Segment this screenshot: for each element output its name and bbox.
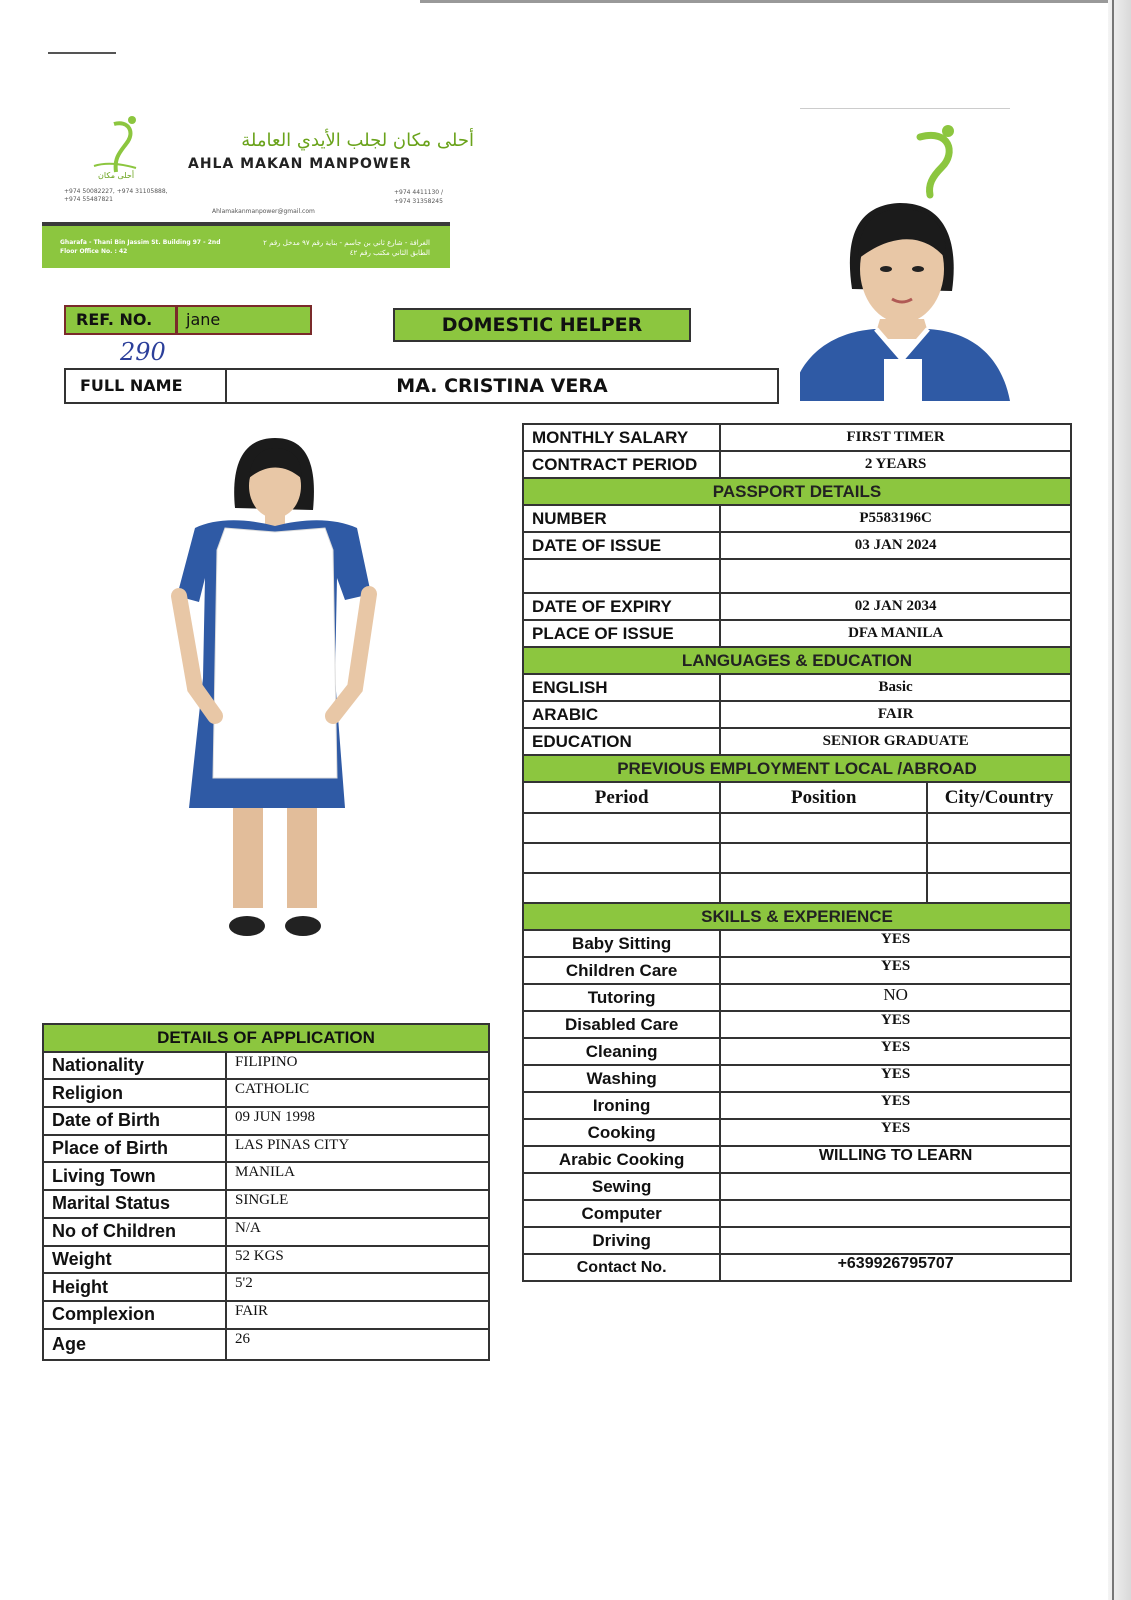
table-row <box>43 1052 489 1080</box>
skill-label: Disabled Care <box>523 1011 720 1038</box>
table-row <box>43 1107 489 1135</box>
table-row <box>523 1011 1071 1038</box>
table-row <box>523 424 1071 451</box>
full-name-value: MA. CRISTINA VERA <box>225 368 779 404</box>
detail-value: 52 KGS <box>226 1246 489 1274</box>
skill-label: Cooking <box>523 1119 720 1146</box>
table-row <box>523 984 1071 1011</box>
detail-label: Place of Birth <box>43 1135 226 1163</box>
detail-label: Marital Status <box>43 1190 226 1218</box>
detail-label: Complexion <box>43 1301 226 1329</box>
empty-cell <box>720 873 927 903</box>
company-email: Ahlamakanmanpower@gmail.com <box>212 208 315 215</box>
skill-value <box>720 1227 1071 1254</box>
monthly-salary-value: FIRST TIMER <box>720 424 1071 451</box>
contact-no-value: +639926795707 <box>720 1254 1071 1281</box>
application-section-header: DETAILS OF APPLICATION <box>43 1024 489 1052</box>
contract-period-value: 2 YEARS <box>720 451 1071 478</box>
detail-label: Religion <box>43 1079 226 1107</box>
full-body-image <box>75 428 475 968</box>
detail-value: LAS PINAS CITY <box>226 1135 489 1163</box>
skill-label: Computer <box>523 1200 720 1227</box>
skill-value: YES <box>720 1038 1071 1065</box>
table-row <box>523 647 1071 674</box>
empty-cell <box>927 813 1071 843</box>
empty-cell <box>720 843 927 873</box>
empty-cell <box>523 843 720 873</box>
table-row <box>523 1173 1071 1200</box>
table-row <box>523 559 1071 593</box>
table-row <box>523 1254 1071 1281</box>
scan-top-edge <box>420 0 1110 3</box>
company-address-arabic: الغرافة - شارع ثاني بن جاسم - بناية رقم ٩٧ مدخل رقم ٢ الطابق الثاني مكتب رقم ٤٢ <box>263 239 430 257</box>
position-column-header: Position <box>720 782 927 813</box>
company-phones-left: +974 50082227, +974 31105888, +974 55487821 <box>64 188 168 203</box>
detail-value: FAIR <box>226 1301 489 1329</box>
skills-section-header: SKILLS & EXPERIENCE <box>523 903 1071 930</box>
table-row <box>523 1092 1071 1119</box>
company-header <box>42 110 474 270</box>
city-country-column-header: City/Country <box>927 782 1071 813</box>
skill-label: Cleaning <box>523 1038 720 1065</box>
passport-number-value: P5583196C <box>720 505 1071 532</box>
education-value: SENIOR GRADUATE <box>720 728 1071 755</box>
skill-value <box>720 1173 1071 1200</box>
table-row <box>523 782 1071 813</box>
table-row <box>523 1227 1071 1254</box>
detail-label: Nationality <box>43 1052 226 1080</box>
english-value: Basic <box>720 674 1071 701</box>
detail-label: Living Town <box>43 1162 226 1190</box>
headshot-photo <box>800 108 1010 401</box>
scan-mark <box>48 52 116 54</box>
table-row <box>523 532 1071 559</box>
date-of-issue-value: 03 JAN 2024 <box>720 532 1071 559</box>
skill-label: Children Care <box>523 957 720 984</box>
table-row <box>523 1200 1071 1227</box>
table-row <box>43 1024 489 1052</box>
ref-no-label: REF. NO. <box>64 305 177 335</box>
detail-value: MANILA <box>226 1162 489 1190</box>
languages-section-header: LANGUAGES & EDUCATION <box>523 647 1071 674</box>
headshot-image <box>800 109 1010 401</box>
table-row <box>523 957 1071 984</box>
table-row <box>43 1246 489 1274</box>
passport-section-header: PASSPORT DETAILS <box>523 478 1071 505</box>
skill-label: Washing <box>523 1065 720 1092</box>
empty-cell <box>927 873 1071 903</box>
contact-no-label: Contact No. <box>523 1254 720 1281</box>
date-of-expiry-label: DATE OF EXPIRY <box>523 593 720 620</box>
monthly-salary-label: MONTHLY SALARY <box>523 424 720 451</box>
full-name-label: FULL NAME <box>64 368 227 404</box>
detail-label: Age <box>43 1329 226 1360</box>
table-row <box>523 1119 1071 1146</box>
blank-cell <box>523 559 720 593</box>
date-of-expiry-value: 02 JAN 2034 <box>720 593 1071 620</box>
company-name-arabic: أحلى مكان لجلب الأيدي العاملة <box>241 130 474 151</box>
table-row <box>523 728 1071 755</box>
table-row <box>523 813 1071 843</box>
detail-value: N/A <box>226 1218 489 1246</box>
application-details-table <box>42 1023 490 1361</box>
table-row <box>523 451 1071 478</box>
empty-cell <box>927 843 1071 873</box>
skill-value: NO <box>720 984 1071 1011</box>
table-row <box>523 701 1071 728</box>
detail-value: SINGLE <box>226 1190 489 1218</box>
passport-number-label: NUMBER <box>523 505 720 532</box>
english-label: ENGLISH <box>523 674 720 701</box>
detail-value: FILIPINO <box>226 1052 489 1080</box>
detail-label: Height <box>43 1273 226 1301</box>
date-of-issue-label: DATE OF ISSUE <box>523 532 720 559</box>
contract-period-label: CONTRACT PERIOD <box>523 451 720 478</box>
table-row <box>43 1218 489 1246</box>
table-row <box>523 873 1071 903</box>
skill-value <box>720 1200 1071 1227</box>
table-row <box>43 1135 489 1163</box>
detail-label: Date of Birth <box>43 1107 226 1135</box>
empty-cell <box>720 813 927 843</box>
skill-label: Sewing <box>523 1173 720 1200</box>
detail-value: CATHOLIC <box>226 1079 489 1107</box>
table-row <box>523 1146 1071 1173</box>
skill-value: YES <box>720 1011 1071 1038</box>
table-row <box>43 1079 489 1107</box>
company-phones-right: +974 4411130 / +974 31358245 <box>394 189 444 205</box>
company-address-english: Gharafa - Thani Bin Jassim St. Building 97 - 2nd Floor Office No. : 42 <box>60 239 221 255</box>
table-row <box>523 620 1071 647</box>
skill-label: Ironing <box>523 1092 720 1119</box>
skill-label: Arabic Cooking <box>523 1146 720 1173</box>
arabic-value: FAIR <box>720 701 1071 728</box>
table-row <box>43 1329 489 1360</box>
table-row <box>523 755 1071 782</box>
table-row <box>523 478 1071 505</box>
company-logo-icon <box>84 110 144 180</box>
table-row <box>43 1162 489 1190</box>
table-row <box>523 505 1071 532</box>
empty-cell <box>523 813 720 843</box>
table-row <box>523 930 1071 957</box>
svg-text:أحلى مكان: أحلى مكان <box>98 171 135 180</box>
skill-value: WILLING TO LEARN <box>720 1146 1071 1173</box>
skill-value: YES <box>720 1065 1071 1092</box>
detail-label: Weight <box>43 1246 226 1274</box>
period-column-header: Period <box>523 782 720 813</box>
blank-cell <box>720 559 1071 593</box>
table-row <box>43 1190 489 1218</box>
skill-label: Baby Sitting <box>523 930 720 957</box>
place-of-issue-value: DFA MANILA <box>720 620 1071 647</box>
previous-employment-section-header: PREVIOUS EMPLOYMENT LOCAL /ABROAD <box>523 755 1071 782</box>
detail-value: 09 JUN 1998 <box>226 1107 489 1135</box>
detail-label: No of Children <box>43 1218 226 1246</box>
position-title: DOMESTIC HELPER <box>393 308 691 342</box>
skill-value: YES <box>720 1092 1071 1119</box>
place-of-issue-label: PLACE OF ISSUE <box>523 620 720 647</box>
table-row <box>523 674 1071 701</box>
table-row <box>523 903 1071 930</box>
full-body-photo <box>75 428 475 968</box>
skill-value: YES <box>720 1119 1071 1146</box>
handwritten-number: 290 <box>120 338 166 366</box>
scan-right-edge-line <box>1112 0 1114 1600</box>
skill-value: YES <box>720 957 1071 984</box>
detail-value: 5'2 <box>226 1273 489 1301</box>
table-row <box>43 1273 489 1301</box>
ref-no-value: jane <box>176 305 312 335</box>
arabic-label: ARABIC <box>523 701 720 728</box>
education-label: EDUCATION <box>523 728 720 755</box>
company-address-bar <box>42 222 450 268</box>
skill-label: Driving <box>523 1227 720 1254</box>
skill-value: YES <box>720 930 1071 957</box>
profile-details-table <box>522 423 1072 1282</box>
company-name: AHLA MAKAN MANPOWER <box>188 156 412 172</box>
detail-value: 26 <box>226 1329 489 1360</box>
table-row <box>523 1065 1071 1092</box>
table-row <box>43 1301 489 1329</box>
skill-label: Tutoring <box>523 984 720 1011</box>
empty-cell <box>523 873 720 903</box>
table-row <box>523 1038 1071 1065</box>
table-row <box>523 593 1071 620</box>
table-row <box>523 843 1071 873</box>
